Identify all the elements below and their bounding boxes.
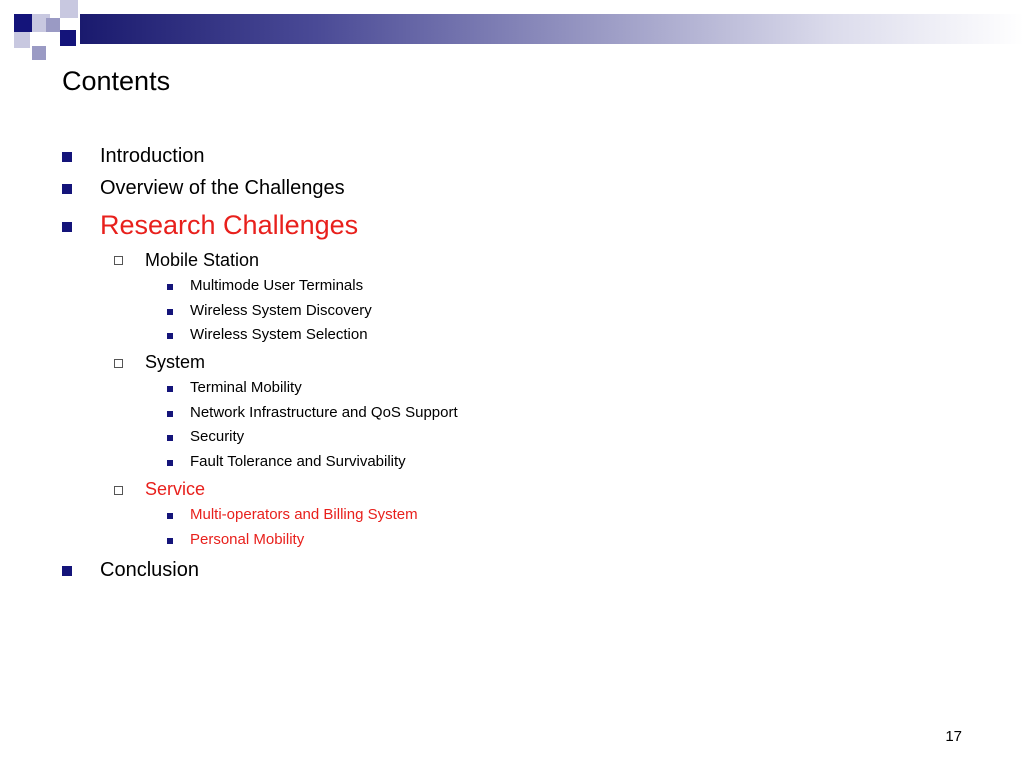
toc-subsubitem: Security xyxy=(190,428,245,445)
toc-subsubitem: Fault Tolerance and Survivability xyxy=(190,453,406,470)
bullet-small-square-icon xyxy=(167,435,173,441)
bullet-small-square-icon xyxy=(167,411,173,417)
header-gradient-bar xyxy=(80,14,1024,44)
toc-subsubitem: Multimode User Terminals xyxy=(190,277,364,294)
toc-subitem-service: Service xyxy=(145,479,206,499)
header-square-4 xyxy=(46,18,60,32)
header-square-5 xyxy=(14,32,30,48)
bullet-small-square-icon xyxy=(167,538,173,544)
toc-item-overview: Overview of the Challenges xyxy=(100,177,345,199)
toc-subsubitem: Multi-operators and Billing System xyxy=(190,506,418,523)
toc-subsubitem: Network Infrastructure and QoS Support xyxy=(190,404,458,421)
toc-item-research-challenges: Research Challenges xyxy=(100,210,359,240)
bullet-small-square-icon xyxy=(167,460,173,466)
bullet-small-square-icon xyxy=(167,284,173,290)
header-square-6 xyxy=(32,46,46,60)
bullet-hollow-square-icon xyxy=(114,359,123,368)
header-square-3 xyxy=(60,0,78,18)
bullet-hollow-square-icon xyxy=(114,256,123,265)
bullet-hollow-square-icon xyxy=(114,486,123,495)
bullet-small-square-icon xyxy=(167,513,173,519)
header-square-7 xyxy=(60,30,76,46)
toc-subsubitem: Wireless System Discovery xyxy=(190,302,372,319)
toc-item-conclusion: Conclusion xyxy=(100,559,199,581)
toc-subitem-system: System xyxy=(145,352,206,372)
bullet-square-icon xyxy=(62,184,72,194)
header-square-1 xyxy=(14,14,32,32)
bullet-small-square-icon xyxy=(167,386,173,392)
page-number: 17 xyxy=(945,728,962,745)
toc-subsubitem: Personal Mobility xyxy=(190,531,305,548)
toc-subitem-mobile-station: Mobile Station xyxy=(145,250,260,270)
slide-title: Contents xyxy=(62,66,171,96)
toc-subsubitem: Terminal Mobility xyxy=(190,379,302,396)
bullet-small-square-icon xyxy=(167,333,173,339)
bullet-square-icon xyxy=(62,222,72,232)
toc-item-introduction: Introduction xyxy=(100,145,205,167)
toc-subsubitem: Wireless System Selection xyxy=(190,326,368,343)
bullet-small-square-icon xyxy=(167,309,173,315)
bullet-square-icon xyxy=(62,152,72,162)
bullet-square-icon xyxy=(62,566,72,576)
